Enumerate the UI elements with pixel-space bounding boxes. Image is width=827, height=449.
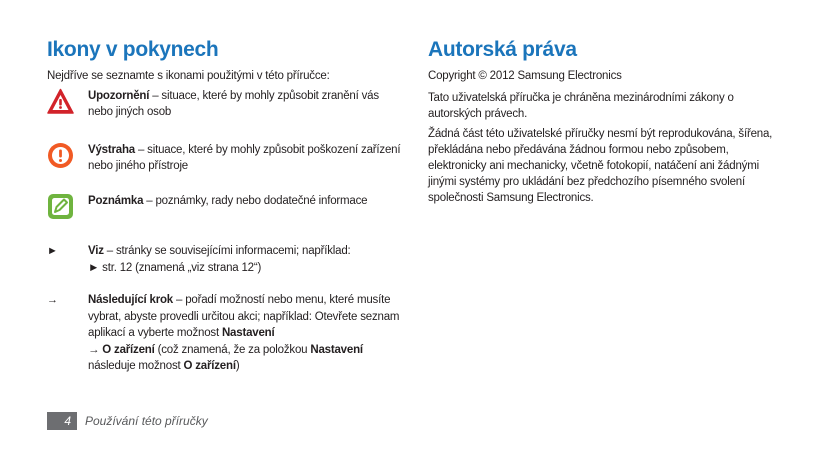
warning-description [88,88,402,120]
note-label: Poznámka [88,195,144,207]
next-step-bold-settings2: Nastavení [310,343,363,356]
note-description [88,193,402,209]
next-step-bold-settings: Nastavení [221,327,275,339]
note-text: – poznámky, rady nebo dodatečné informace [143,195,368,207]
see-marker: ► [47,245,58,257]
caution-description [88,142,402,174]
see-example: ► str. 12 (znamená „viz strana 12“) [88,261,262,274]
warning-triangle-icon [47,88,74,115]
copyright-para1: Tato uživatelská příručka je chráněna mezinárodními zákony o autorských právech. [428,92,734,120]
next-step-arrow: → [88,343,103,356]
next-step-marker: → [47,294,58,306]
copyright-line: Copyright © 2012 Samsung Electronics [428,70,622,82]
next-step-bold-about2: O zařízení [183,360,236,372]
footer-section-title: Používání této příručky [85,414,208,428]
next-step-description [88,292,402,375]
next-step-text2: (což znamená, že za položkou [154,343,311,356]
section-title-copyright: Autorská práva [428,38,577,61]
section-title-icons: Ikony v pokynech [47,38,219,61]
warning-label: Upozornění [88,90,150,102]
caution-text: – situace, které by mohly způsobit poškození zařízení nebo jiného přístroje [88,144,401,172]
caution-exclamation-icon [47,142,74,169]
see-text: – stránky se souvisejícími informacemi; například: [103,245,351,257]
see-description [88,243,402,276]
intro-text: Nejdříve se seznamte s ikonami použitými v této příručce: [47,70,330,82]
copyright-para2: Žádná část této uživatelské příručky nesmí být reprodukována, šířena, překládána nebo předávána žádnou formou nebo způsobem, elektronicky ani mechanicky, včetně fotokopií, natáčení ani žádnými jinými systémy pro ukládání bez předchozího písemného svolení společnosti Samsung Electronics. [428,128,773,204]
warning-text: – situace, které by mohly způsobit zranění vás nebo jiných osob [88,90,379,118]
note-pencil-icon [47,193,74,220]
next-step-text: – pořadí možností nebo menu, které musíte vybrat, abyste provedli určitou akci; například: Otevřete seznam aplikací a vyberte možnost [88,294,400,339]
next-step-bold-about: O zařízení [102,343,155,356]
next-step-text3: následuje možnost [88,360,184,372]
next-step-label: Následující krok [88,294,174,306]
page-number: 4 [64,414,71,428]
caution-label: Výstraha [88,144,135,156]
see-label: Viz [88,245,104,257]
page-footer [47,412,347,430]
next-step-text4: ) [235,360,240,372]
page-number-badge [47,412,77,430]
